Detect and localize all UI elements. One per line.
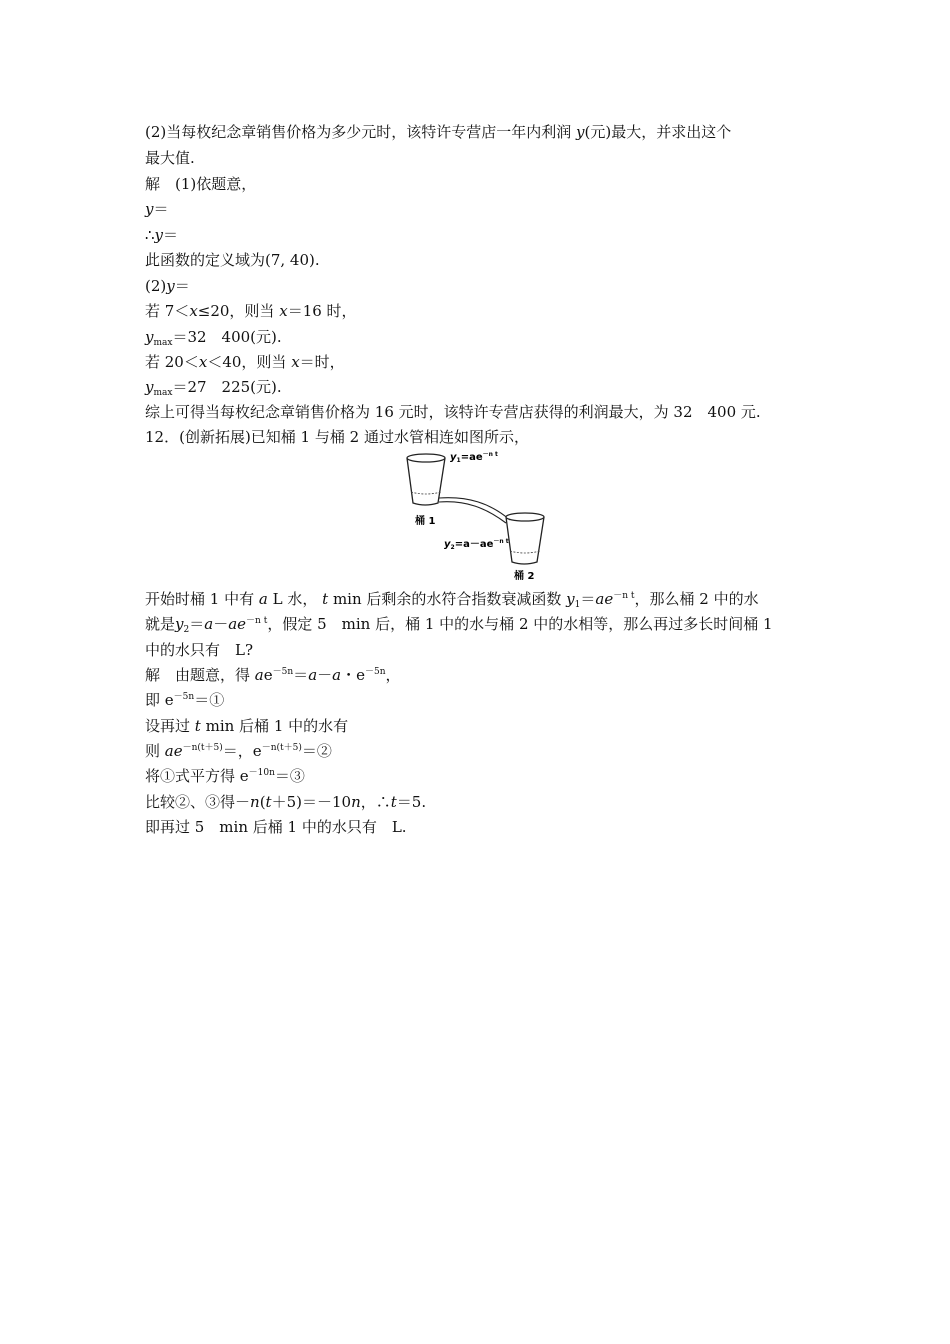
text-line-question-12: 12．(创新拓展)已知桶 1 与桶 2 通过水管相连如图所示， [145,428,529,446]
pipe-bottom [439,502,506,523]
text-line-final-answer: 即再过 5 min 后桶 1 中的水只有 L. [145,818,407,836]
bucket-2-waterline [510,551,540,553]
text-line-eq-1: 即 $e^{-5n}=①$ [145,691,225,709]
text-line-conclusion: 综上可得当每枚纪念章销售价格为 16 元时，该特许专营店获得的利润最大，为 32 400 元. [145,403,761,421]
text-line-solution-12: 解 由题意，得 $ae^{-5n}=a-a$・$e^{-5n}$， [145,666,401,684]
text-line-part-2-y: (2)y＝ [145,277,190,295]
bucket-1-rim [407,454,445,462]
text-line-let-t: 设再过 t min 后桶 1 中的水有 [145,717,349,735]
text-line-compare: 比较②、③得－n(t＋5)＝－10n，∴t＝5. [145,793,427,811]
formula-y1-label: $y_1=ae^{-n t}$ [450,451,498,464]
text-line-solution-1: 解 (1)依题意， [145,175,257,193]
text-line-problem-setup-2: 就是$y_2=a-ae^{-n t}$，假定 5 min 后，桶 1 中的水与桶 2 中的水相等，那么再过多长时间桶 1 [145,615,773,635]
text-line-case-2: 若 20＜x＜40，则当 x＝时， [145,353,345,371]
text-line-problem-setup: 开始时桶 1 中有 a L 水， t min 后剩余的水符合指数衰减函数 $y_1=ae^{-n t}$，那么桶 2 中的水 [145,590,759,610]
bucket-2-rim [506,513,544,521]
text-line-problem-setup-3: 中的水只有 L? [145,641,254,659]
text-line-question-2-cont: 最大值. [145,149,195,167]
text-line-eq-2: 则 $ae^{-n(t+5)}=$，$e^{-n(t+5)}=②$ [145,742,332,760]
text-line-therefore-y: ∴y＝ [145,226,179,244]
text-line-domain: 此函数的定义域为(7, 40). [145,251,320,269]
formula-y2-label: $y_2=a-ae^{-n t}$ [444,538,509,551]
bucket-1-waterline [411,492,441,494]
text-line-case-1: 若 7＜x≤20，则当 x＝16 时， [145,302,357,320]
text-line-ymax-1: $y_{max}=32$ 400(元). [145,328,282,348]
bucket-1-label: 桶 1 [415,516,436,527]
bucket-2-body [506,517,544,564]
text-line-eq-3: 将①式平方得 $e^{-10n}=③$ [145,767,305,785]
bucket-2-label: 桶 2 [514,571,535,582]
text-line-ymax-2: $y_{max}=27$ 225(元). [145,378,282,398]
text-line-y-equals: y＝ [145,200,169,218]
pipe-top [439,498,510,520]
buckets-diagram [398,448,558,584]
text-line-question-2: (2)当每枚纪念章销售价格为多少元时，该特许专营店一年内利润 y(元)最大，并求出这个 [145,123,732,141]
buckets-figure [398,448,558,584]
